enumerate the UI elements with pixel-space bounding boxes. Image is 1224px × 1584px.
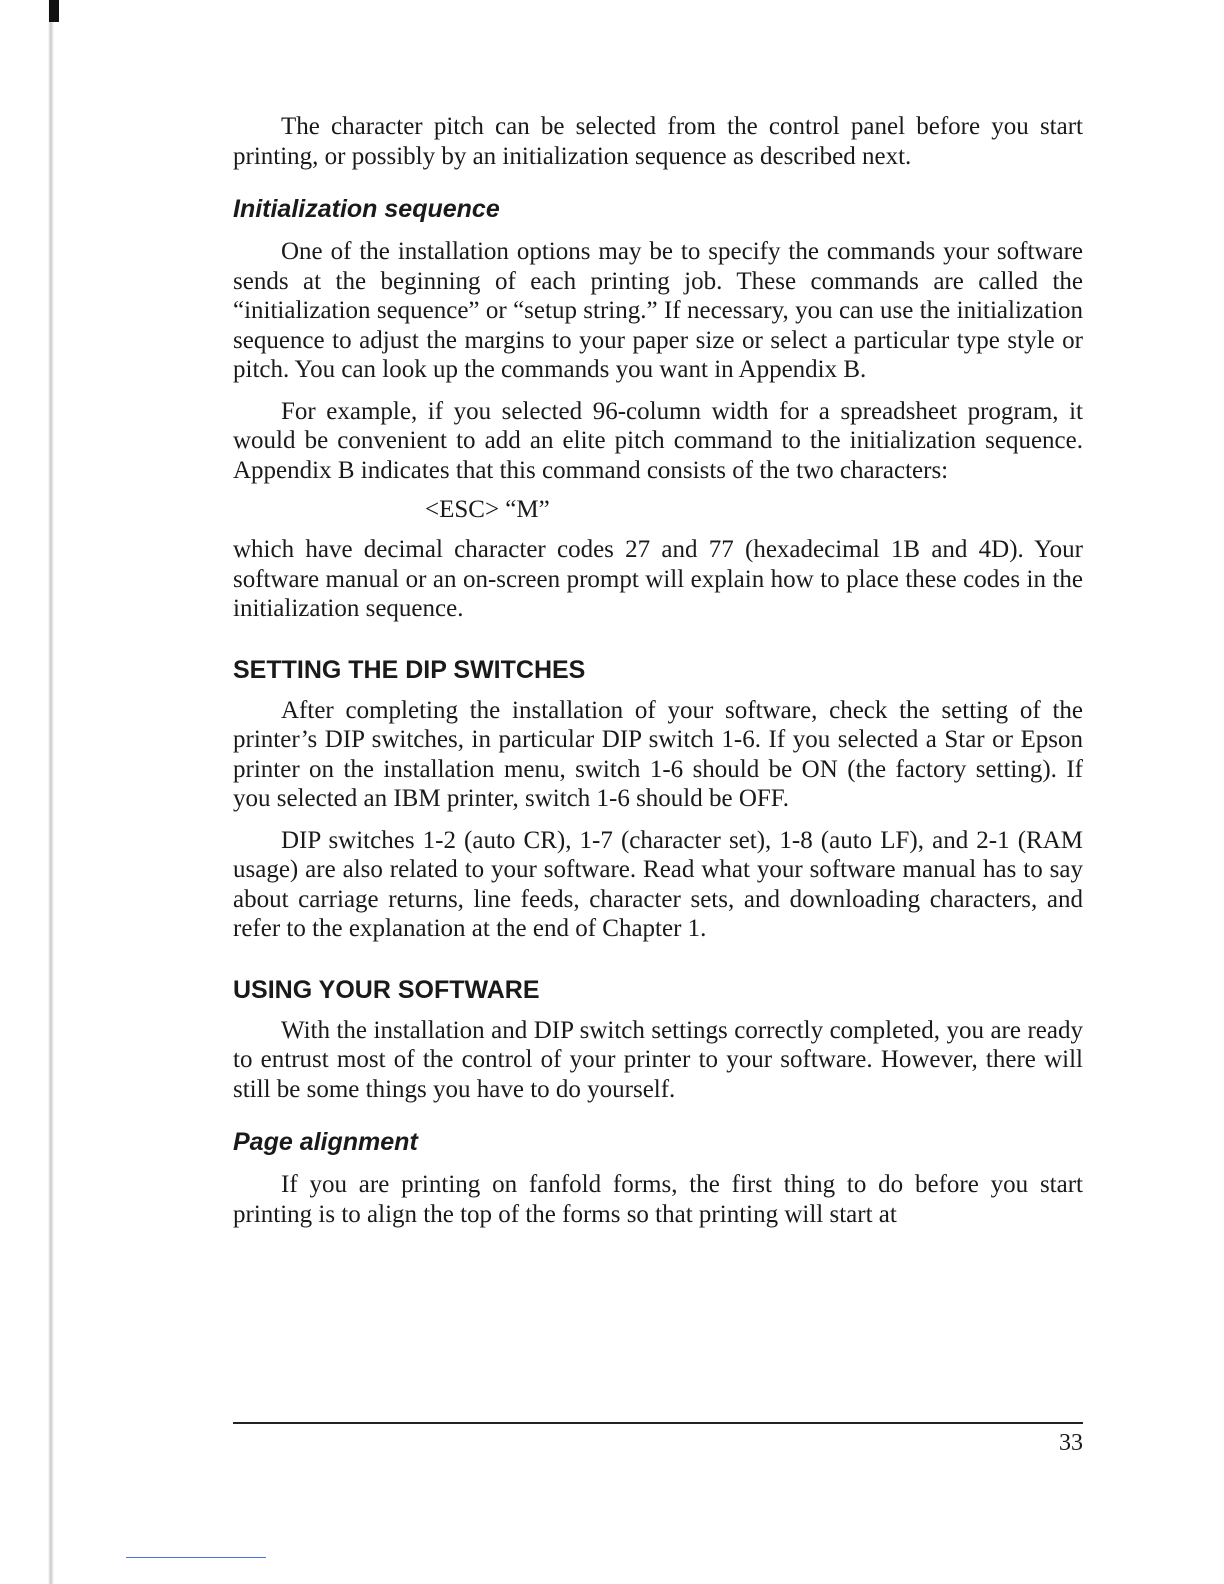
scan-corner-mark xyxy=(49,0,59,22)
page-number: 33 xyxy=(1059,1430,1083,1456)
paragraph-dip-switches-related: DIP switches 1-2 (auto CR), 1-7 (character set), 1-8 (auto LF), and 2-1 (RAM usage) are also related to your software. Read what your software manual has to say about carriage returns, line feeds, character sets, and downloading characters, and refer to the explanation at the end of Chapter 1. xyxy=(233,826,1083,942)
paragraph-page-alignment: If you are printing on fanfold forms, the first thing to do before you start printing is to align the top of the forms so that printing will start at xyxy=(233,1171,1083,1228)
code-escape-sequence: <ESC> “M” xyxy=(425,496,550,523)
heading-initialization-sequence: Initialization sequence xyxy=(233,195,500,223)
paragraph-installation-options: One of the installation options may be to specify the commands your software sends at the beginning of each printing job. These commands are called the “initialization sequence” or “setup string.” If necessary, you can use the initialization sequence to adjust the margins to your paper size or select a particular type style or pitch. You can look up the commands you want in Appendix B. xyxy=(233,238,1083,383)
paragraph-character-codes: which have decimal character codes 27 and 77 (hexadecimal 1B and 4D). Your software manual or an on-screen prompt will explain how to place these codes in the initialization sequence. xyxy=(233,536,1083,622)
paragraph-example: For example, if you selected 96-column width for a spreadsheet program, it would be convenient to add an elite pitch command to the initialization sequence. Appendix B indicates that this command consists of the two characters: xyxy=(233,397,1083,484)
scan-edge-shadow xyxy=(48,0,54,1584)
heading-using-your-software: USING YOUR SOFTWARE xyxy=(233,975,540,1004)
paragraph-dip-switch-check: After completing the installation of your software, check the setting of the printer’s DIP switches, in particular DIP switch 1-6. If you selected a Star or Epson printer on the installation menu, switch 1-6 should be ON (the factory setting). If you selected an IBM printer, switch 1-6 should be OFF. xyxy=(233,696,1083,812)
page-content xyxy=(233,112,1083,1229)
scan-underline-mark xyxy=(126,1557,266,1558)
heading-setting-dip-switches: SETTING THE DIP SWITCHES xyxy=(233,655,586,684)
paragraph-character-pitch: The character pitch can be selected from the control panel before you start printing, or possibly by an initialization sequence as described next. xyxy=(233,113,1083,170)
heading-page-alignment: Page alignment xyxy=(233,1128,418,1156)
footer-rule xyxy=(233,1422,1083,1424)
paragraph-using-software: With the installation and DIP switch settings correctly completed, you are ready to entrust most of the control of your printer to your software. However, there will still be some things you have to do yourself. xyxy=(233,1016,1083,1103)
